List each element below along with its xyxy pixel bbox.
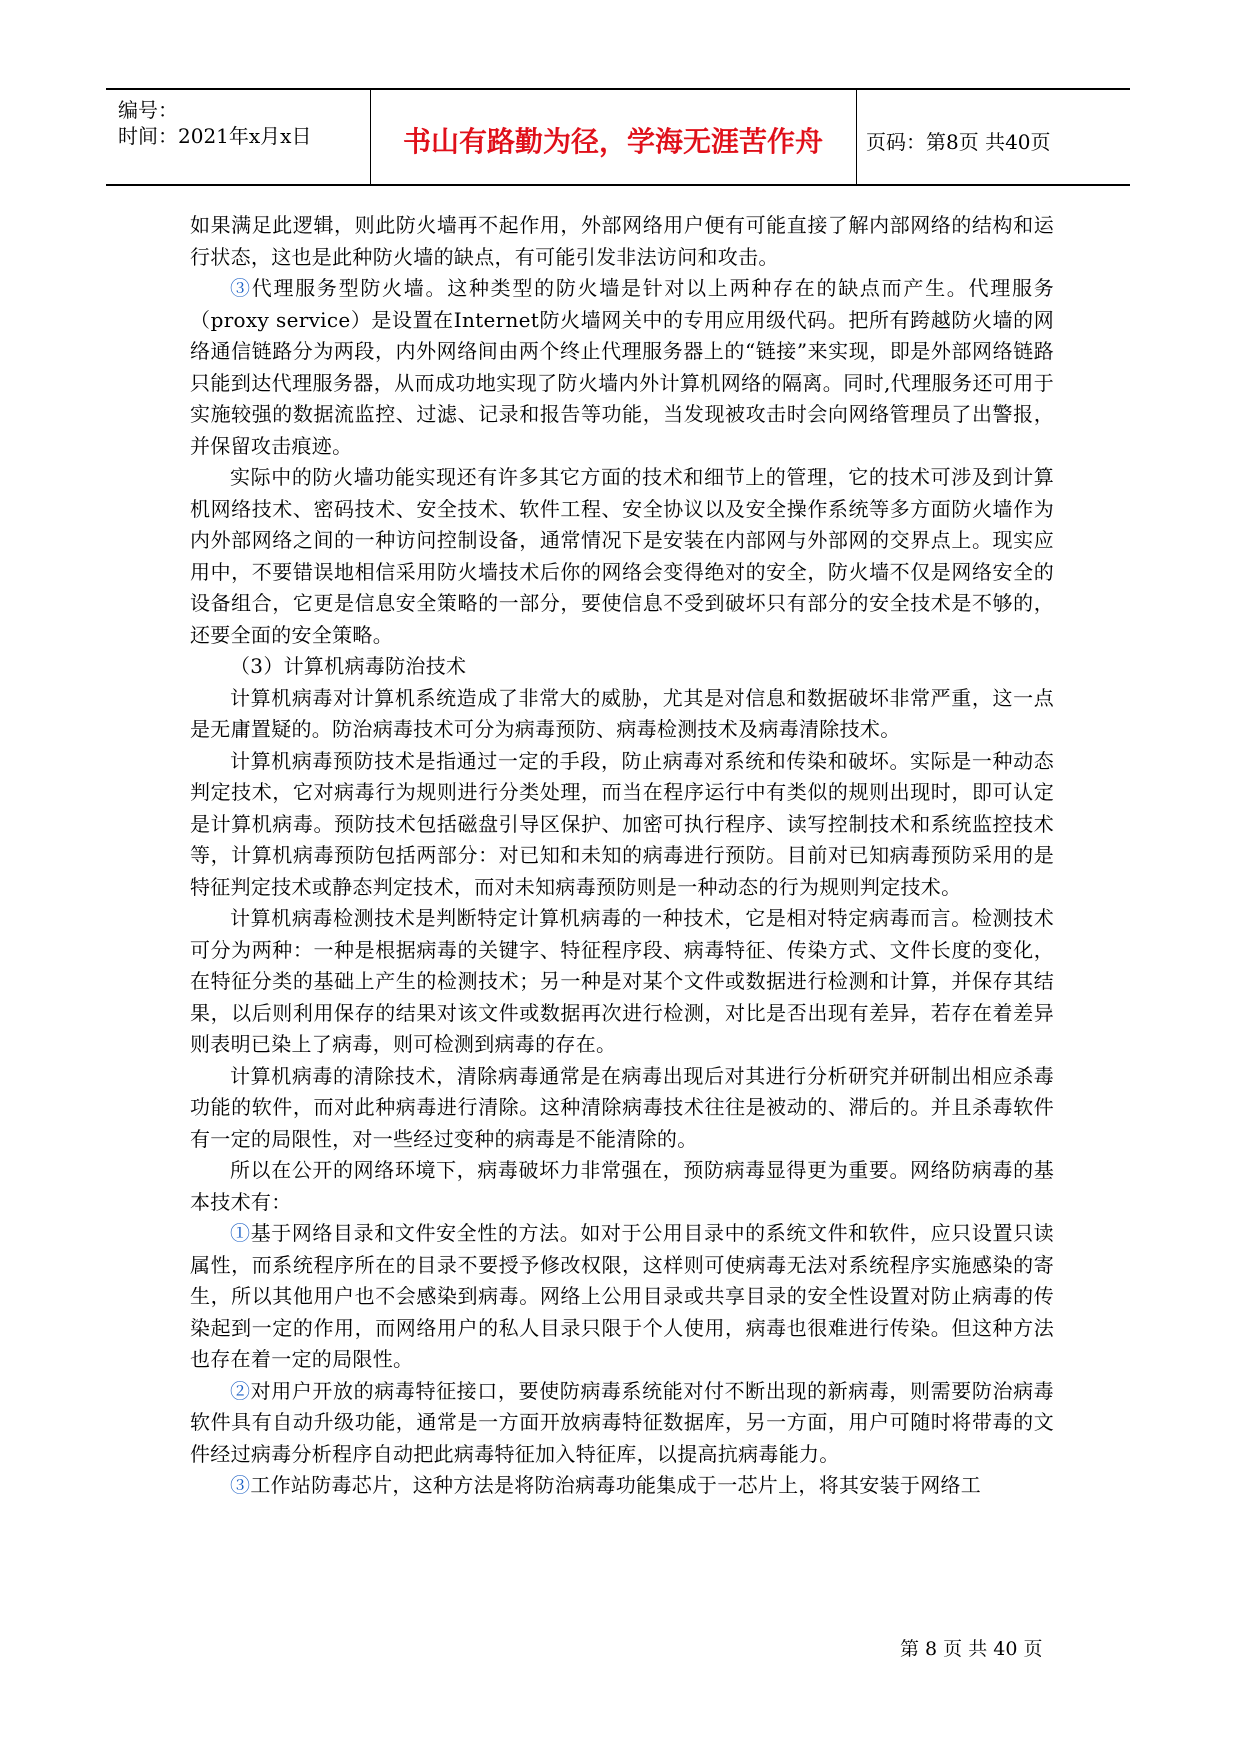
list-marker: ③ [230, 1473, 251, 1497]
header-motto: 书山有路勤为径，学海无涯苦作舟 [402, 125, 823, 158]
list-marker: ① [230, 1221, 251, 1245]
header-page-label: 页码：第8页 共40页 [866, 130, 1051, 154]
document-time-label: 时间：2021年x月x日 [118, 124, 312, 148]
section-heading [190, 651, 1054, 683]
list-marker: ② [230, 1378, 251, 1403]
paragraph-text: 计算机病毒的清除技术，清除病毒通常是在病毒出现后对其进行分析研究并研制出相应杀毒功能的软件，而对此种病毒进行清除。这种清除病毒技术往往是被动的、滞后的。并且杀毒软件有一定的局限性，对一些经过变种的病毒是不能清除的。 [190, 1063, 1054, 1151]
paragraph-proxy-firewall [190, 273, 1054, 462]
paragraph-text: 代理服务型防火墙。这种类型的防火墙是针对以上两种存在的缺点而产生。代理服务（proxy service）是设置在Internet防火墙网关中的专用应用级代码。把所有跨越防火墙的网络通信链路分为两段，内外网络间由两个终止代理服务器上的“链接”来实现，即是外部网络链路只能到达代理服务器，从而成功地实现了防火墙内外计算机网络的隔离。同时,代理服务还可用于实施较强的数据流监控、过滤、记录和报告等功能，当发现被攻击时会向网络管理员了出警报，并保留攻击痕迹。 [190, 276, 1054, 458]
paragraph-text: 所以在公开的网络环境下，病毒破坏力非常强在，预防病毒显得更为重要。网络防病毒的基本技术有： [190, 1158, 1054, 1214]
list-marker: ③ [230, 276, 252, 300]
paragraph-virus-prevention [190, 746, 1054, 904]
paragraph-virus-threat [190, 683, 1054, 746]
document-body [190, 210, 1054, 1502]
paragraph-item-1 [190, 1218, 1054, 1376]
paragraph-text: 实际中的防火墙功能实现还有许多其它方面的技术和细节上的管理，它的技术可涉及到计算机网络技术、密码技术、安全技术、软件工程、安全协议以及安全操作系统等多方面防火墙作为内外部网络之间的一种访问控制设备，通常情况下是安装在内部网与外部网的交界点上。现实应用中，不要错误地相信采用防火墙技术后你的网络会变得绝对的安全，防火墙不仅是网络安全的设备组合，它更是信息安全策略的一部分，要使信息不受到破坏只有部分的安全技术是不够的，还要全面的安全策略。 [190, 465, 1054, 647]
paragraph-virus-detection [190, 903, 1054, 1061]
paragraph-text: 计算机病毒对计算机系统造成了非常大的威胁，尤其是对信息和数据破坏非常严重，这一点是无庸置疑的。防治病毒技术可分为病毒预防、病毒检测技术及病毒清除技术。 [190, 685, 1054, 741]
header-left-cell [106, 90, 371, 184]
paragraph-firewall-practice [190, 462, 1054, 651]
page-footer: 第 8 页 共 40 页 [900, 1638, 1043, 1660]
header-right-cell [856, 90, 1130, 184]
paragraph-text: 对用户开放的病毒特征接口，要使防病毒系统能对付不断出现的新病毒，则需要防治病毒软件具有自动升级功能，通常是一方面开放病毒特征数据库，另一方面，用户可随时将带毒的文件经过病毒分析程序自动把此病毒特征加入特征库，以提高抗病毒能力。 [190, 1378, 1054, 1466]
document-header [106, 88, 1130, 186]
paragraph-virus-removal [190, 1061, 1054, 1156]
paragraph-text: 工作站防毒芯片，这种方法是将防治病毒功能集成于一芯片上，将其安装于网络工 [250, 1473, 982, 1497]
paragraph-text: 计算机病毒预防技术是指通过一定的手段，防止病毒对系统和传染和破坏。实际是一种动态判定技术，它对病毒行为规则进行分类处理，而当在程序运行中有类似的规则出现时，即可认定是计算机病毒。预防技术包括磁盘引导区保护、加密可执行程序、读写控制技术和系统监控技术等，计算机病毒预防包括两部分：对已知和未知的病毒进行预防。目前对已知病毒预防采用的是特征判定技术或静态判定技术，而对未知病毒预防则是一种动态的行为规则判定技术。 [190, 748, 1054, 899]
paragraph-text: 如果满足此逻辑，则此防火墙再不起作用，外部网络用户便有可能直接了解内部网络的结构和运行状态，这也是此种防火墙的缺点，有可能引发非法访问和攻击。 [190, 213, 1054, 269]
paragraph-item-3 [190, 1470, 1054, 1502]
paragraph-text: 基于网络目录和文件安全性的方法。如对于公用目录中的系统文件和软件，应只设置只读属性，而系统程序所在的目录不要授予修改权限，这样则可使病毒无法对系统程序实施感染的寄生，所以其他用户也不会感染到病毒。网络上公用目录或共享目录的安全性设置对防止病毒的传染起到一定的作用，而网络用户的私人目录只限于个人使用，病毒也很难进行传染。但这种方法也存在着一定的局限性。 [190, 1221, 1054, 1371]
header-center-cell [370, 90, 857, 184]
document-number-label: 编号： [118, 98, 178, 122]
section-heading-text: （3）计算机病毒防治技术 [230, 654, 467, 678]
paragraph-item-2 [190, 1376, 1054, 1471]
paragraph-text: 计算机病毒检测技术是判断特定计算机病毒的一种技术，它是相对特定病毒而言。检测技术可分为两种：一种是根据病毒的关键字、特征程序段、病毒特征、传染方式、文件长度的变化，在特征分类的基础上产生的检测技术；另一种是对某个文件或数据进行检测和计算，并保存其结果，以后则利用保存的结果对该文件或数据再次进行检测，对比是否出现有差异，若存在着差异则表明已染上了病毒，则可检测到病毒的存在。 [190, 906, 1054, 1056]
paragraph-continued [190, 210, 1054, 273]
paragraph-basic-techniques [190, 1155, 1054, 1218]
